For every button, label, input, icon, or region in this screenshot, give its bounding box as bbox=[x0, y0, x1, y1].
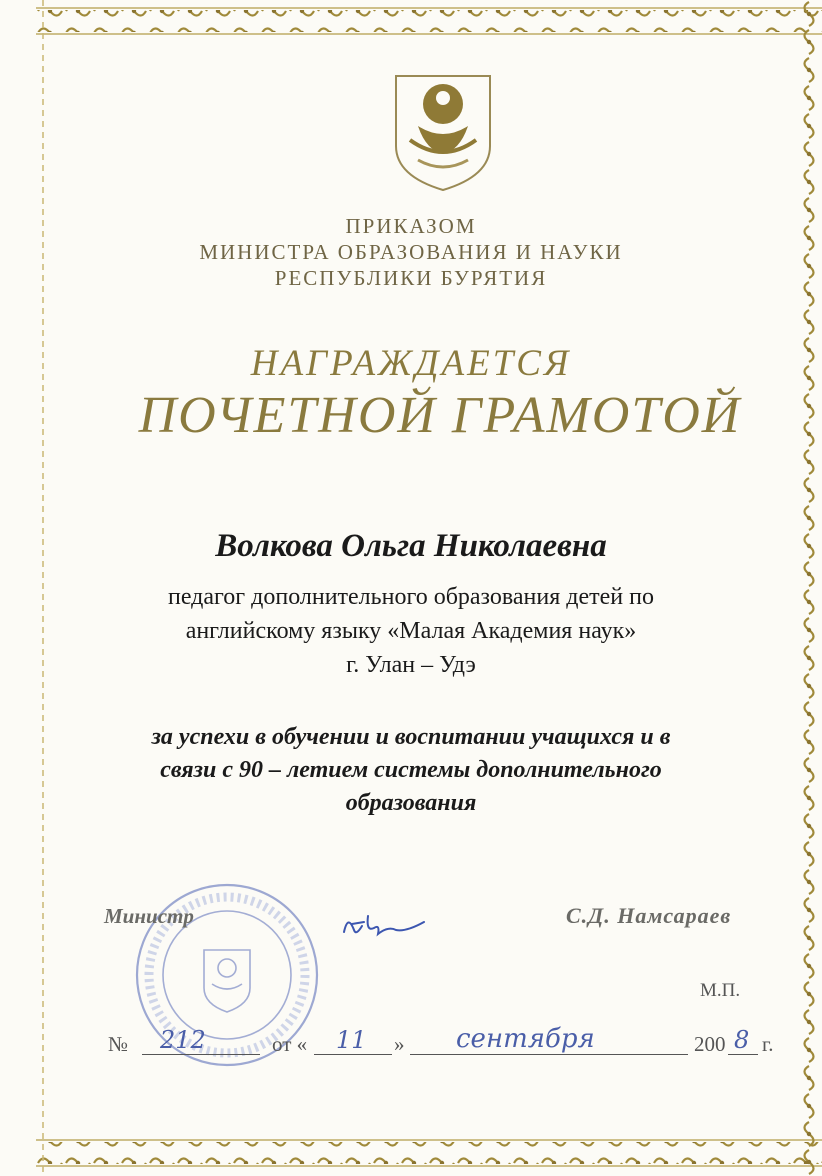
ornamental-border-top bbox=[36, 0, 822, 44]
heading-line-2: МИНИСТРА ОБРАЗОВАНИЯ И НАУКИ bbox=[199, 240, 623, 264]
minister-name: С.Д. Намсараев bbox=[566, 903, 732, 928]
position-line-2: английскому языку «Малая Академия наук» bbox=[185, 618, 637, 644]
date-from-label: от « bbox=[272, 1032, 308, 1056]
ornamental-border-bottom bbox=[36, 1130, 822, 1176]
year-prefix: 200 bbox=[694, 1032, 726, 1056]
year-digit: 8 bbox=[734, 1026, 750, 1054]
coat-of-arms-emblem bbox=[388, 68, 498, 192]
order-month: сентября bbox=[456, 1024, 595, 1054]
number-label: № bbox=[108, 1032, 129, 1056]
heading-line-1: ПРИКАЗОМ bbox=[345, 214, 477, 238]
recipient-name: Волкова Ольга Николаевна bbox=[215, 528, 607, 564]
reason-line-2: связи с 90 – летием системы дополнительного bbox=[160, 757, 662, 783]
position-line-3: г. Улан – Удэ bbox=[346, 652, 476, 678]
year-suffix: г. bbox=[762, 1032, 774, 1056]
award-line-2: ПОЧЕТНОЙ ГРАМОТОЙ bbox=[138, 387, 742, 444]
date-day-close: » bbox=[394, 1032, 405, 1056]
minister-title: Министр bbox=[104, 904, 194, 928]
handwritten-signature bbox=[338, 906, 428, 942]
reason-line-3: образования bbox=[345, 790, 477, 816]
order-number: 212 bbox=[160, 1026, 206, 1054]
position-line-1: педагог дополнительного образования детей по bbox=[168, 584, 654, 610]
award-line-1: НАГРАЖДАЕТСЯ bbox=[250, 343, 572, 384]
order-number-date-row bbox=[108, 1024, 798, 1062]
reason-line-1: за успехи в обучении и воспитании учащихся и в bbox=[151, 724, 671, 750]
seal-place-label: М.П. bbox=[700, 980, 741, 1001]
order-day: 11 bbox=[336, 1026, 367, 1054]
heading-line-3: РЕСПУБЛИКИ БУРЯТИЯ bbox=[274, 266, 548, 290]
